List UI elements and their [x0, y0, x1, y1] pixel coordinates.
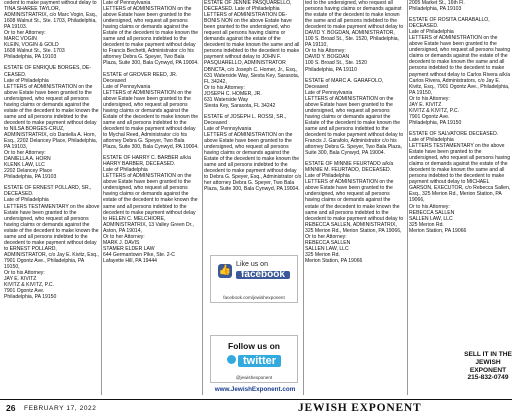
- sell-headline: SELL IT IN THE: [464, 351, 512, 358]
- legal-notice: ESTATE OF ROSITA CARABALLO, DECEASED. Late of Philadelphia LETTERS of ADMINISTRATION on the above Estate have been granted to the undersigned, who request all persons having claims or demands against the estate of the decedent to make known the same and all persons indebted to the decedent to make payment without delay to Carlos Rivera a/k/a Carlos Rivera, Administrators, c/o Jay E. Kivitz, Esq., 7901 Ogontz Ave., Philadelphia, PA 19150, Or to his Attorney: JAY E. KIVITZ KIVITZ & KIVITZ, P.C. 7901 Ogontz Ave. Philadelphia, PA 19150: [409, 17, 511, 126]
- facebook-url[interactable]: facebook.com/jewishexponent: [223, 295, 285, 300]
- notices-column-3: [204, 0, 302, 252]
- page-footer: [0, 399, 512, 419]
- facebook-logo: facebook: [236, 271, 290, 279]
- legal-notice: ESTATE OF HARRY C. BARBER a/k/a HARRY BARBER, DECEASED. Late of Philadelphia LETTERS of ADMINISTRATION on the above Estate have been granted to the undersigned, who request all persons having claims or demands against the estate of the decedent to make known the same and all persons indebted to the decedent to make payment without delay to HELEN C. MELCHIORE, ADMINISTRATRIX, 13 Valley Green Dr., Aston, PA 19014, Or to her Attorney: MARK J. DAVIS STAMER ELDER LAW 644 Germantown Pike, Ste. 2-C Lafayette Hill, PA 19444: [103, 155, 198, 264]
- legal-notice: ESTATE OF ENRIQUE BORGES, DE-CEASED. Late of Philadelphia LETTERS of ADMINISTRATION on the above Estate have been granted to the undersigned, who request all persons having claims or demands against the estate of the decedent to make known the same and all persons indebted to the decedent to make payment without delay to NILSA BORGES-CRUZ, ADMINISTRATRIX, c/o Daniella A. Horn, Esq., 2202 Delancey Place, Philadelphia, PA 19103, Or to her Attorney: DANIELLA A. HORN KLENK LAW, LLC 2202 Delancey Place Philadelphia, PA 19103: [4, 65, 99, 181]
- facebook-ad[interactable]: [210, 255, 298, 303]
- classified-ad-box[interactable]: [464, 351, 512, 382]
- column-rule: [407, 0, 408, 395]
- legal-notice: ted to the undersigned, who request all persons having claims or demands against the estate of the decedent to make known the same and all persons indebted to the decedent to make payment without delay to DAVID Y. BOGDAN, ADMINISTRATOR, 100 S. Broad St., Ste. 1520, Philadelphia, PA 19110, Or to his Attorney: DAVID Y. BOGDAN 100 S. Broad St., Ste. 1520 Philadelphia, PA 19110: [305, 0, 404, 73]
- twitter-handle[interactable]: @jewishexponent: [235, 375, 273, 380]
- notices-column-5: [409, 0, 512, 348]
- legal-notice: 2005 Market St., 16th Fl. Philadelphia, PA 19103: [409, 0, 465, 13]
- legal-notice: ESTATE of JOSEPH L. ROSSI, SR., Deceased Late of Pennsylvania LETTERS of ADMINISTRATION on the above Estate have been granted to the undersigned, who request all persons having claims or demands against the Estate of the decedent to make known the same and all persons indebted to the decedent to make payment without delay to Debra G. Speyer, Esq., Administrator c/o her attorney Debra G. Speyer, Two Bala Plaza, Suite 300, Bala Cynwyd, PA 19004.: [204, 113, 302, 193]
- notices-column-2: [103, 0, 199, 394]
- issue-date: FEBRUARY 17, 2022: [24, 404, 97, 412]
- legal-notice: ESTATE OF SALVATORE DECEASED. Late of Philadelphia LETTERS TESTAMENTARY on the above Estate have been granted to the undersigned, who request all persons having claims or demands against the estate of the decedent to make known the same and all persons indebted to the decedent to make payment without delay to MICHAEL GARSON, EXECUTOR, c/o Rebecca Sallen, Esq., 325 Merion Rd., Merion Station, PA 19066, Or to his Attorney: REBECCA SALLEN SALLEN LAW, LLC 325 Merion Rd. Merion Station, PA 19066: [409, 130, 511, 234]
- legal-notice: ESTATE of GROVER REED, JR. Deceased Late of Pennsylvania LETTERS of ADMINISTRATION on the above Estate have been granted to the undersigned, who request all persons having claims or demands against the Estate of the decedent to make known the same and all persons indebted to the decedent to make payment without delay to Mychal Reed, Administrator c/o his attorney Debra G. Speyer, Two Bala Plaza, Suite 300, Bala Cynwyd, PA 19004.: [103, 71, 199, 151]
- twitter-ad[interactable]: [210, 335, 298, 383]
- sell-publication: JEWISH EXPONENT: [469, 358, 507, 374]
- column-rule: [101, 0, 102, 395]
- legal-notice: Late of Pennsylvania LETTERS of ADMINISTRATION on the above Estate have been granted to the undersigned, who request all persons having claims or demands against the Estate of the decedent to make known the same and all persons indebted to the decedent to make payment without delay to Francis Bechetti, Administrator c/o his attorney Debra G. Speyer, Two Bala Plaza, Suite 300, Bala Cynwyd, PA 19004.: [103, 0, 199, 67]
- column-rule: [303, 0, 304, 395]
- like-us-label: Like us on: [236, 261, 268, 268]
- legal-notice: ESTATE of MARC A. GARAFOLO, Deceased Late of Pennsylvania LETTERS of ADMINISTRATION on the above Estate have been granted to the undersigned, who request all persons having claims or demands against the Estate of the decedent to make known the same and all persons indebted to the decedent to make payment without delay to Francis J. Garafolo, Administrator c/o his attorney Debra G. Speyer, Two Bala Plaza, Suite 300, Bala Cynwyd, PA 19004.: [305, 77, 404, 157]
- notices-column-1: [4, 0, 100, 394]
- legal-notice: ESTATE OF JENNIE PASQUARELLO, DECEASED. Late of Philadelphia LETTERS of ADMINISTRATION DE-BONIS NON on the above Estate have been granted to the undersigned, who request all persons having claims or demands against the estate of the decedent to make known the same and all persons indebted to the decedent to make payment without delay to JOHN F. PASQUARELLO, ADMINISTRATOR DBNCTA, c/o Joseph C. Homer, Jr., Esq., 631 Waterside Way, Siesta Key, Sarasota, FL 34242, Or to his Attorney: JOSEPH C. HOMER, JR. 631 Waterside Way Siesta Key, Sarasota, FL 34242: [204, 0, 300, 109]
- masthead: JEWISH EXPONENT: [298, 402, 422, 414]
- notices-column-4: [305, 0, 404, 394]
- column-rule: [202, 0, 203, 395]
- website-link[interactable]: www.JewishExponent.com: [214, 386, 296, 393]
- follow-us-label: Follow us on: [228, 341, 280, 351]
- twitter-logo: twitter: [238, 355, 281, 367]
- legal-notice: ESTATE OF MINNIE FEURTADO a/k/a MINNIE M. FEURTADO, DECEASED. Late of Philadelphia LETTERS of ADMINISTRATION on the above Estate have been granted to the undersigned, who request all persons having claims or demands against the estate of the decedent to make known the same and all persons indebted to the decedent to make payment without delay to REBECCA SALLEN, ADMINISTRATRIX, 325 Merion Rd., Merion Station, PA 19066, Or to her Attorney: REBECCA SALLEN SALLEN LAW, LLC 325 Merion Rd. Merion Station, PA 19066: [305, 161, 404, 264]
- twitter-bird-icon: [227, 355, 236, 364]
- sell-phone: 215-832-0749: [467, 374, 509, 382]
- legal-notice: cedent to make payment without delay to TINA SHAREE TAYLOR, ADMINISTRATRIX, c/o Marc Vogin, Esq., 1608 Walnut St., Ste. 1703, Philadelphia, PA 19103. Or to her Attorney: MARC VOGIN KLEIN, VOGIN & GOLD 1608 Walnut St., Ste. 1703 Philadelphia, PA 19103: [4, 0, 98, 61]
- thumbs-up-icon: 👍: [218, 264, 232, 276]
- legal-notice: ESTATE OF ERNEST POLLARD, SR., DECEASED. Late of Philadelphia LETTERS TESTAMENTARY on the above Estate have been granted to the undersigned, who request all persons having claims or demands against the estate of the decedent to make known the same and all persons indebted to the decedent to make payment without delay to ERNEST POLLARD, ADMINISTRATOR, c/o Jay E. Kivitz, Esq., 7901 Ogontz Ave., Philadelphia, PA 19150, Or to his Attorney: JAY E. KIVITZ KIVITZ & KIVITZ, P.C. 7901 Ogontz Ave. Philadelphia, PA 19150: [4, 185, 100, 301]
- page-number: 26: [6, 403, 16, 413]
